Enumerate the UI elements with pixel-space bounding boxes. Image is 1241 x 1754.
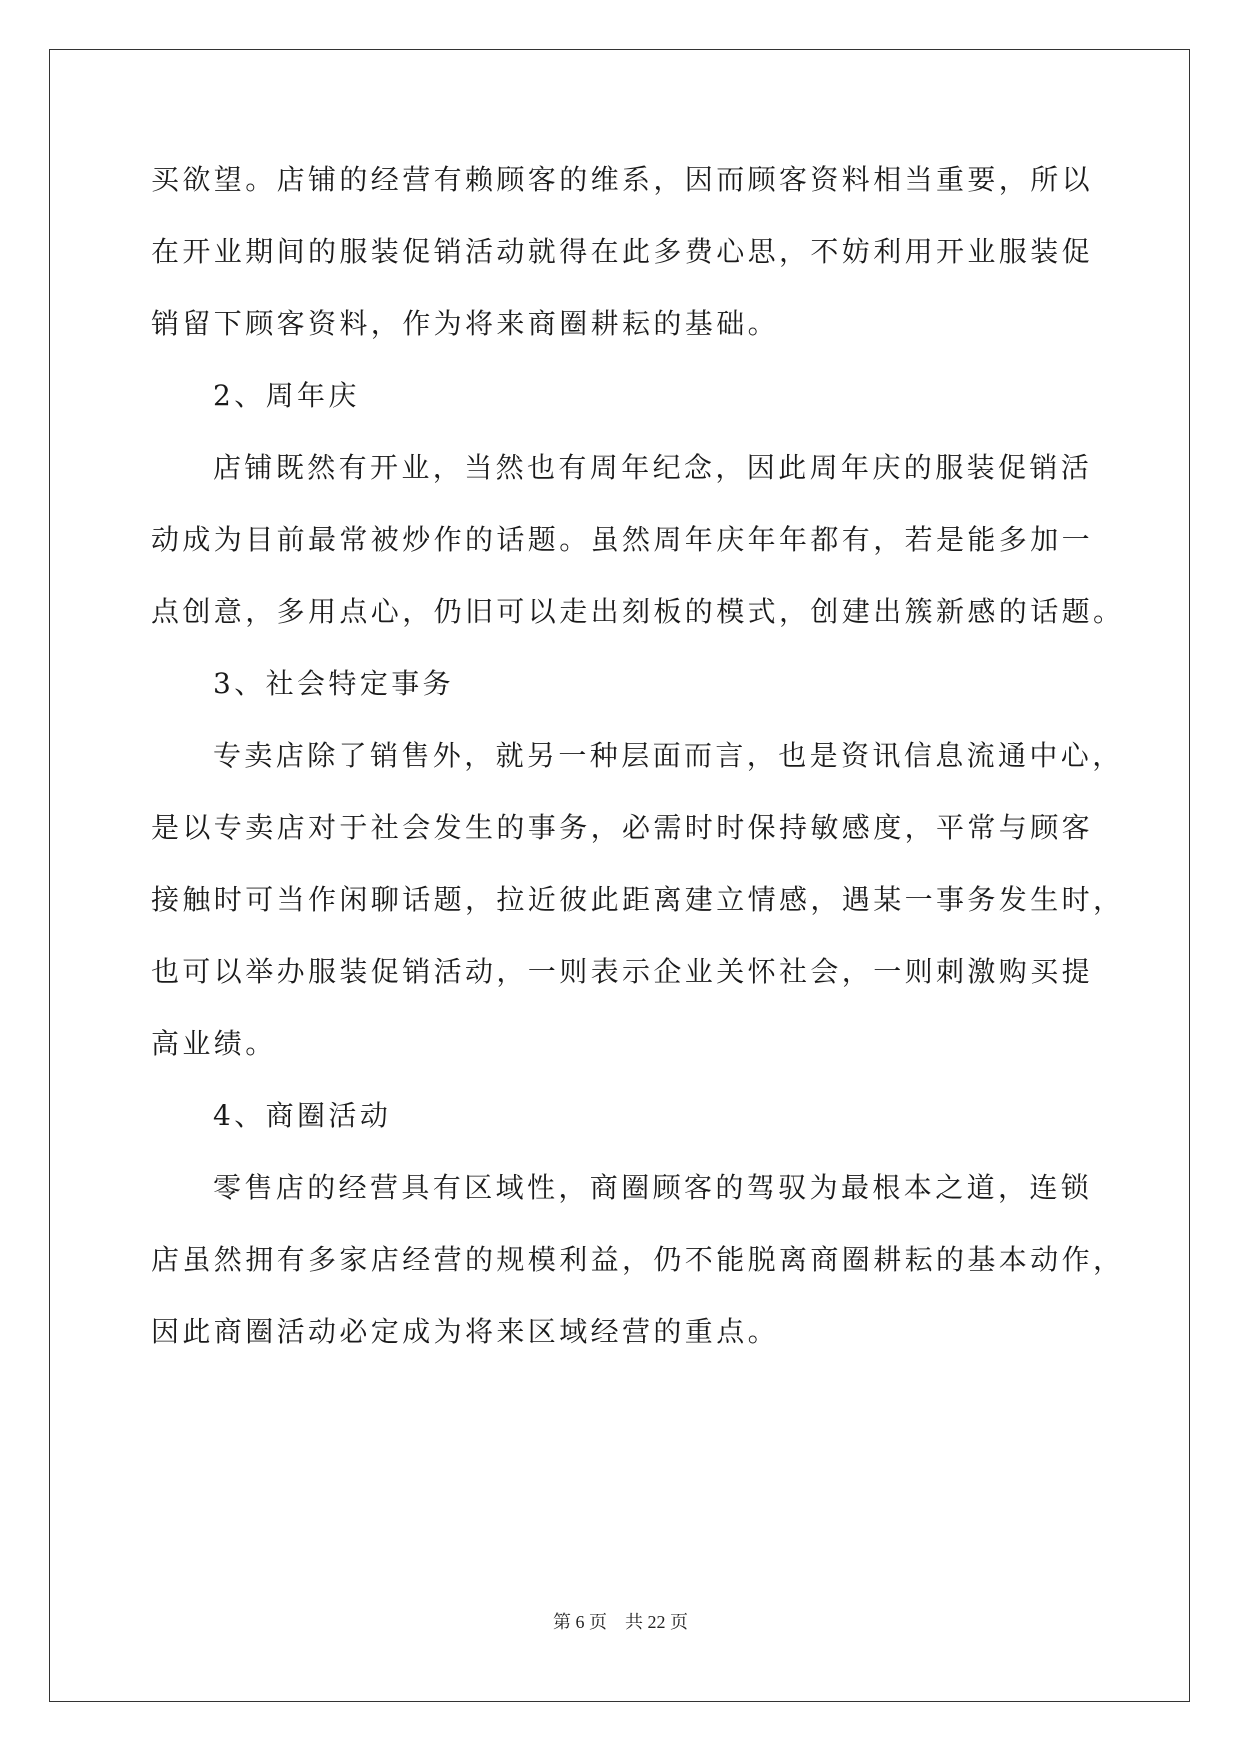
body-line: 高业绩。 — [151, 1027, 277, 1060]
body-line: 点创意，多用点心，仍旧可以走出刻板的模式，创建出簇新感的话题。 — [151, 595, 1125, 628]
body-line: 店铺既然有开业，当然也有周年纪念，因此周年庆的服装促销活 — [213, 451, 1093, 484]
page-number: 第 6 页 — [553, 1612, 607, 1632]
body-line: 也可以举办服装促销活动，一则表示企业关怀社会，一则刺激购买提 — [151, 955, 1094, 988]
section-heading: 3、社会特定事务 — [213, 667, 455, 700]
section-heading: 4、商圈活动 — [213, 1099, 392, 1132]
page-border — [49, 49, 1190, 1702]
body-line: 动成为目前最常被炒作的话题。虽然周年庆年年都有，若是能多加一 — [151, 523, 1094, 556]
page-footer — [0, 1608, 1241, 1634]
section-heading: 2、周年庆 — [213, 379, 360, 412]
body-line: 店虽然拥有多家店经营的规模利益，仍不能脱离商圈耕耘的基本动作， — [151, 1243, 1125, 1276]
page-total: 共 22 页 — [625, 1612, 688, 1632]
body-line: 接触时可当作闲聊话题，拉近彼此距离建立情感，遇某一事务发生时， — [151, 883, 1125, 916]
body-line: 在开业期间的服装促销活动就得在此多费心思，不妨利用开业服装促 — [151, 235, 1094, 268]
body-line: 专卖店除了销售外，就另一种层面而言，也是资讯信息流通中心， — [213, 739, 1124, 772]
body-line: 买欲望。店铺的经营有赖顾客的维系，因而顾客资料相当重要，所以 — [151, 163, 1094, 196]
body-line: 销留下顾客资料，作为将来商圈耕耘的基础。 — [151, 307, 780, 340]
body-line: 是以专卖店对于社会发生的事务，必需时时保持敏感度，平常与顾客 — [151, 811, 1094, 844]
body-line: 零售店的经营具有区域性，商圈顾客的驾驭为最根本之道，连锁 — [213, 1171, 1093, 1204]
body-line: 因此商圈活动必定成为将来区域经营的重点。 — [151, 1315, 780, 1348]
